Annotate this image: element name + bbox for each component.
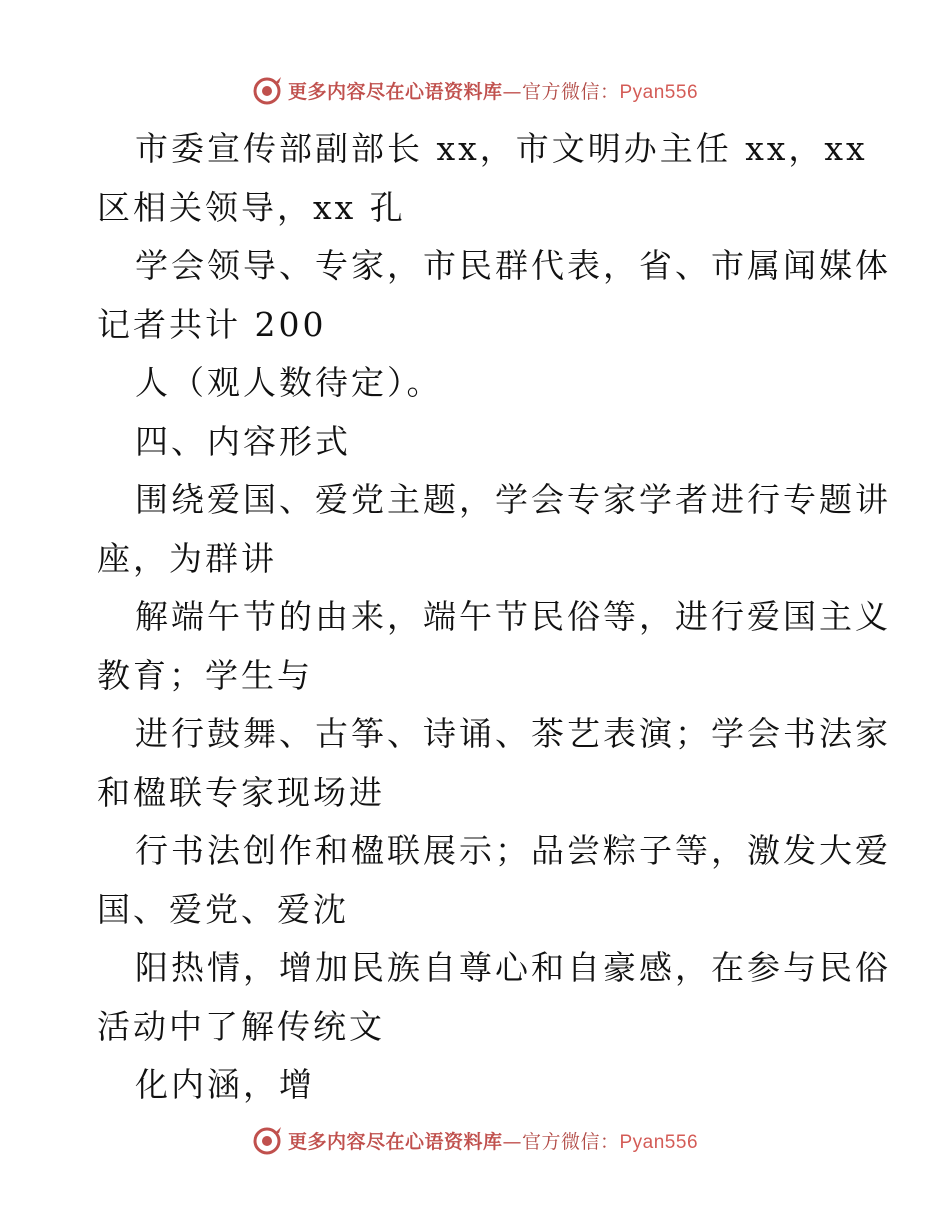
text-line: 学会领导、专家，市民群代表，省、市属闻媒体 (135, 246, 891, 285)
text-line: 解端午节的由来，端午节民俗等，进行爱国主义 (135, 597, 891, 636)
banner-separator: — (502, 80, 522, 103)
document-body (97, 120, 891, 1115)
text-line: 进行鼓舞、古筝、诗诵、茶艺表演；学会书法家 (135, 714, 891, 753)
text-line: 阳热情，增加民族自尊心和自豪感，在参与民俗 (135, 948, 891, 987)
text-line: 区相关领导，xx 孔 (97, 187, 406, 227)
text-line: 活动中了解传统文 (97, 1006, 385, 1046)
text-line: 国、爱党、爱沈 (97, 889, 349, 929)
text-line: 围绕爱国、爱党主题，学会专家学者进行专题讲 (135, 480, 891, 519)
header-banner (0, 70, 950, 110)
text-line: 人（观人数待定）。 (135, 363, 443, 402)
banner-wechat-id: Pyan556 (619, 1131, 699, 1153)
section-heading: 四、内容形式 (135, 421, 351, 461)
quill-logo-icon (252, 1124, 284, 1156)
quill-logo-icon (252, 74, 284, 106)
text-line: 市委宣传部副部长 xx，市文明办主任 xx，xx (135, 129, 868, 168)
text-line: 行书法创作和楹联展示；品尝粽子等，激发大爱 (135, 831, 891, 870)
footer-banner (0, 1120, 950, 1160)
text-line: 教育；学生与 (97, 655, 313, 695)
text-line: 和楹联专家现场进 (97, 772, 385, 812)
banner-main-text: 更多内容尽在心语资料库 (287, 80, 503, 103)
text-line: 记者共计 200 (97, 304, 327, 344)
banner-label: 官方微信： (521, 1130, 620, 1153)
banner-separator: — (502, 1130, 522, 1153)
banner-label: 官方微信： (521, 80, 620, 103)
banner-main-text: 更多内容尽在心语资料库 (287, 1130, 503, 1153)
banner-wechat-id: Pyan556 (619, 81, 699, 103)
text-line: 座，为群讲 (97, 538, 277, 578)
text-line: 化内涵，增 (135, 1065, 315, 1104)
